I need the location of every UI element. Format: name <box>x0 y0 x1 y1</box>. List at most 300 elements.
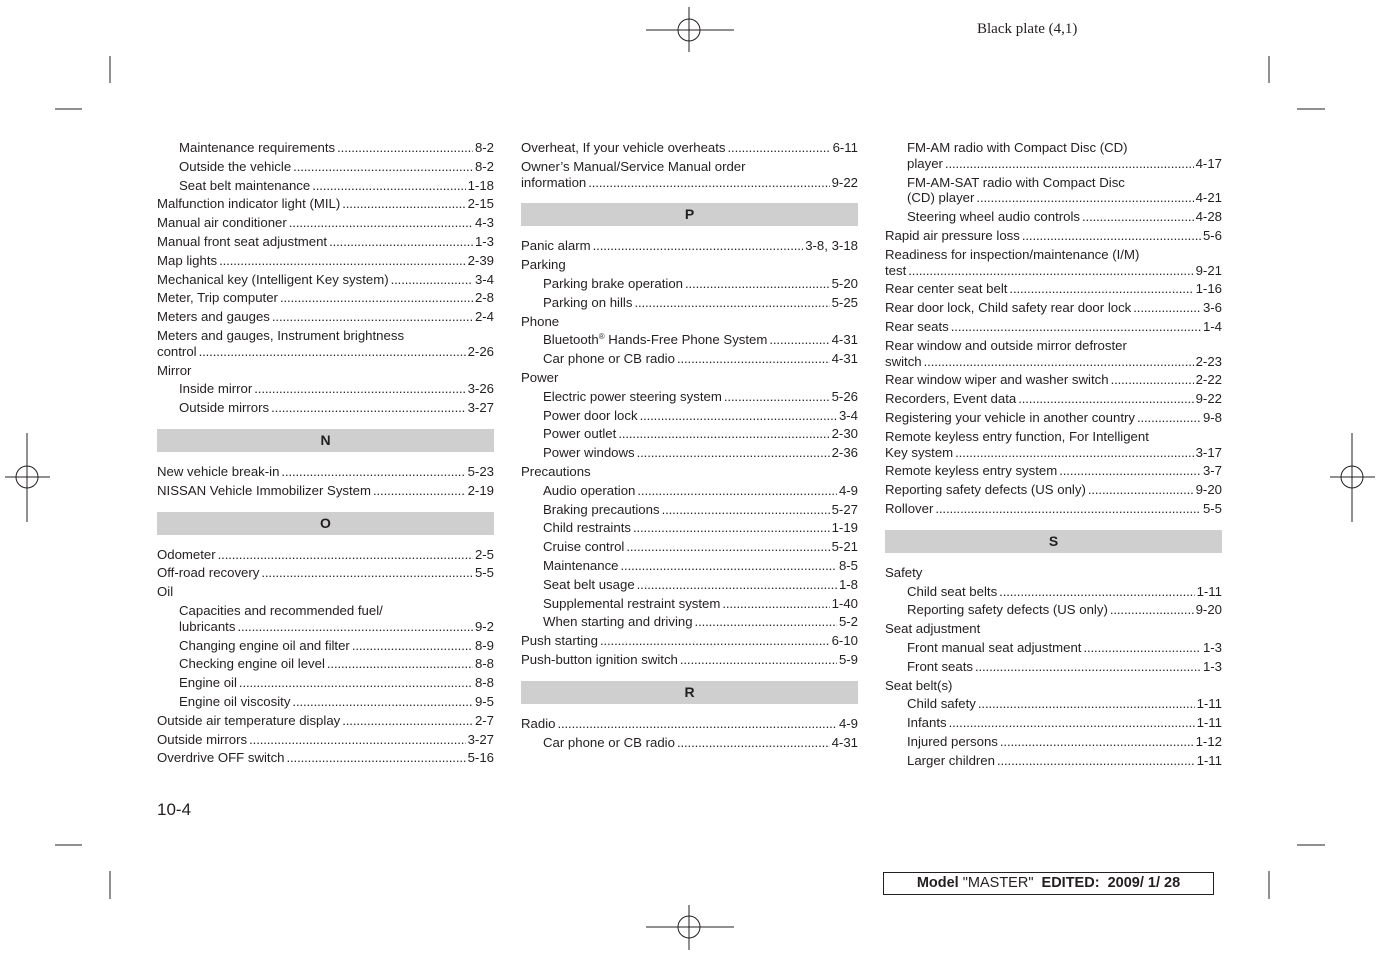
dot-leader <box>1110 601 1194 620</box>
page-ref: 2-8 <box>474 290 494 306</box>
index-column-3 <box>885 139 1222 771</box>
page-ref: 9-21 <box>1195 262 1222 278</box>
index-entry <box>885 639 1222 658</box>
dot-leader <box>342 712 473 731</box>
dot-leader <box>1000 733 1194 752</box>
index-entry <box>157 655 494 674</box>
index-entry <box>521 275 858 294</box>
entry-text: Power windows <box>543 445 635 461</box>
index-entry <box>885 601 1222 620</box>
page-ref: 3-17 <box>1195 444 1222 460</box>
entry-text <box>543 331 767 350</box>
page-ref: 5-27 <box>831 501 858 517</box>
index-entry <box>521 538 858 557</box>
dot-leader <box>292 693 473 712</box>
index-entry <box>885 481 1222 500</box>
section-header: N <box>157 429 494 452</box>
entry-text: Outside mirrors <box>179 400 270 416</box>
dot-leader <box>239 674 473 693</box>
index-entry <box>885 353 1222 372</box>
page-ref: 8-5 <box>838 557 858 573</box>
index-entry <box>521 632 858 651</box>
entry-text: Meters and gauges, Instrument brightness <box>157 327 405 343</box>
entry-text-part: Bluetooth <box>543 332 599 348</box>
index-entry <box>157 693 494 712</box>
entry-text: Owner’s Manual/Service Manual order <box>521 158 746 174</box>
dot-leader <box>342 195 465 214</box>
page-ref: 3-8, 3-18 <box>805 238 858 254</box>
page-ref: 9-2 <box>474 618 494 634</box>
dot-leader <box>1083 639 1200 658</box>
page-ref: 2-36 <box>831 445 858 461</box>
dot-leader <box>680 651 837 670</box>
index-entry <box>521 388 858 407</box>
entry-text: Overdrive OFF switch <box>157 750 285 766</box>
index-entry <box>521 294 858 313</box>
index-entry <box>521 576 858 595</box>
index-entry <box>521 331 858 350</box>
dot-leader <box>593 237 804 256</box>
page-ref: 3-27 <box>467 731 494 747</box>
entry-text: Checking engine oil level <box>179 656 325 672</box>
index-entry <box>521 501 858 520</box>
entry-text: Electric power steering system <box>543 388 722 404</box>
page-ref: 8-8 <box>474 675 494 691</box>
index-label <box>521 463 858 482</box>
entry-text: New vehicle break-in <box>157 463 280 479</box>
dot-leader <box>1018 390 1193 409</box>
index-entry <box>521 557 858 576</box>
entry-text: Maintenance requirements <box>179 140 336 155</box>
dot-leader <box>237 618 472 637</box>
entry-text: Manual air conditioner <box>157 215 287 231</box>
page-ref: 1-3 <box>1202 639 1222 655</box>
page-ref: 5-26 <box>831 388 858 404</box>
index-entry <box>157 158 494 177</box>
index-entry <box>157 731 494 750</box>
page-ref: 5-20 <box>831 275 858 291</box>
entry-text: Meters and gauges <box>157 309 270 325</box>
dot-leader <box>976 189 1193 208</box>
page-ref: 5-5 <box>1202 500 1222 516</box>
index-entry <box>885 371 1222 390</box>
dot-leader <box>600 632 830 651</box>
entry-text: Recorders, Event data <box>885 391 1017 407</box>
section-header: O <box>157 512 494 535</box>
entry-text: information <box>521 174 587 190</box>
page-ref: 1-40 <box>831 595 858 611</box>
dot-leader <box>271 399 465 418</box>
index-entry <box>521 715 858 734</box>
page-ref: 4-17 <box>1195 155 1222 171</box>
entry-text: Rear window wiper and washer switch <box>885 372 1109 388</box>
entry-text: Supplemental restraint system <box>543 595 721 611</box>
index-entry <box>521 139 858 158</box>
entry-text: Rear door lock, Child safety rear door lock <box>885 300 1132 316</box>
index-entry <box>521 482 858 501</box>
index-entry <box>157 749 494 768</box>
entry-text: Inside mirror <box>179 381 253 397</box>
index-label <box>157 583 494 602</box>
entry-text: Oil <box>157 584 174 600</box>
index-entry <box>885 208 1222 227</box>
index-entry <box>885 227 1222 246</box>
entry-text: Larger children <box>907 752 995 768</box>
page-ref: 4-31 <box>831 734 858 750</box>
dot-leader <box>261 564 473 583</box>
dot-leader <box>945 155 1194 174</box>
entry-text: Steering wheel audio controls <box>907 209 1081 225</box>
entry-text: Engine oil viscosity <box>179 693 291 709</box>
entry-text: Map lights <box>157 252 218 268</box>
index-entry <box>521 651 858 670</box>
index-entry <box>157 380 494 399</box>
index-entry <box>885 390 1222 409</box>
entry-text: NISSAN Vehicle Immobilizer System <box>157 482 371 498</box>
model-label: Model <box>916 875 959 891</box>
dot-leader <box>352 637 473 656</box>
index-entry <box>885 695 1222 714</box>
entry-text: Readiness for inspection/maintenance (I/M) <box>885 246 1140 262</box>
entry-text: Cruise control <box>543 539 625 555</box>
page-ref: 1-12 <box>1195 733 1222 749</box>
entry-text: Parking <box>521 257 566 273</box>
dot-leader <box>293 158 473 177</box>
entry-text: Outside mirrors <box>157 731 248 747</box>
index-entry <box>157 399 494 418</box>
entry-text: Safety <box>885 564 923 580</box>
entry-text: Power <box>521 369 559 385</box>
entry-text: Audio operation <box>543 482 636 498</box>
dot-leader <box>588 174 829 193</box>
entry-text: FM-AM radio with Compact Disc (CD) <box>907 140 1128 155</box>
index-entry <box>885 462 1222 481</box>
dot-leader <box>637 482 837 501</box>
entry-text: Push starting <box>521 633 598 649</box>
dot-leader <box>951 318 1201 337</box>
dot-leader <box>626 538 829 557</box>
index-entry <box>157 482 494 501</box>
page-ref: 9-22 <box>1195 391 1222 407</box>
dot-leader <box>695 613 837 632</box>
index-entry <box>157 618 494 637</box>
entry-text: switch <box>885 353 922 369</box>
page-ref: 4-3 <box>474 215 494 231</box>
entry-text: Overheat, If your vehicle overheats <box>521 140 726 155</box>
dot-leader <box>1009 280 1193 299</box>
index-label <box>885 564 1222 583</box>
dot-leader <box>637 576 837 595</box>
page-ref: 2-7 <box>474 712 494 728</box>
dot-leader <box>249 731 465 750</box>
entry-text: Front manual seat adjustment <box>907 639 1082 655</box>
page-ref: 2-19 <box>467 482 494 498</box>
page-ref: 2-39 <box>467 252 494 268</box>
page-ref: 1-3 <box>474 233 494 249</box>
dot-leader <box>997 752 1195 771</box>
entry-text: Reporting safety defects (US only) <box>907 602 1108 618</box>
dot-leader <box>280 289 473 308</box>
index-entry <box>885 409 1222 428</box>
dot-leader <box>199 343 466 362</box>
entry-text: Child safety <box>907 696 976 712</box>
index-entry <box>885 444 1222 463</box>
section-header: P <box>521 203 858 226</box>
entry-text: (CD) player <box>907 190 975 206</box>
index-entry <box>521 237 858 256</box>
entry-text: Front seats <box>907 658 973 674</box>
entry-text: Power door lock <box>543 407 638 423</box>
page-ref: 2-23 <box>1195 353 1222 369</box>
page-ref: 2-5 <box>474 546 494 562</box>
entry-text: Meter, Trip computer <box>157 290 278 306</box>
page-ref: 1-8 <box>838 576 858 592</box>
index-entry <box>885 155 1222 174</box>
page-ref: 1-3 <box>1202 658 1222 674</box>
page-ref: 1-11 <box>1196 752 1222 768</box>
edited-label: EDITED: <box>1041 875 1100 891</box>
entry-text: Capacities and recommended fuel/ <box>179 602 383 618</box>
dot-leader <box>557 715 836 734</box>
index-entry <box>521 519 858 538</box>
page-ref: 1-16 <box>1195 281 1222 297</box>
index-entry <box>157 214 494 233</box>
index-entry <box>521 595 858 614</box>
registered-mark: ® <box>598 332 605 342</box>
page-ref: 5-5 <box>474 565 494 581</box>
page-ref: 6-11 <box>832 140 858 155</box>
dot-leader <box>1059 462 1201 481</box>
index-entry <box>521 444 858 463</box>
dot-leader <box>724 388 830 407</box>
dot-leader <box>662 501 830 520</box>
entry-text: Mechanical key (Intelligent Key system) <box>157 271 389 287</box>
entry-text: Rear seats <box>885 318 949 334</box>
section-header: R <box>521 681 858 704</box>
page-ref: 4-28 <box>1195 209 1222 225</box>
page-ref: 4-9 <box>838 715 858 731</box>
entry-text: Parking on hills <box>543 294 633 310</box>
entry-text: Reporting safety defects (US only) <box>885 482 1086 498</box>
dot-leader <box>391 271 473 290</box>
entry-text: test <box>885 262 907 278</box>
index-entry <box>885 752 1222 771</box>
page-ref: 8-2 <box>474 158 494 174</box>
entry-text: lubricants <box>179 618 236 634</box>
index-label <box>885 620 1222 639</box>
dot-leader <box>722 595 829 614</box>
index-entry <box>157 289 494 308</box>
index-entry <box>157 712 494 731</box>
entry-text: Car phone or CB radio <box>543 351 675 367</box>
entry-text: Panic alarm <box>521 238 591 254</box>
page-ref: 6-10 <box>831 633 858 649</box>
index-label <box>521 369 858 388</box>
page-ref: 3-6 <box>1202 300 1222 316</box>
index-entry <box>157 637 494 656</box>
dot-leader <box>640 407 837 426</box>
index-entry <box>521 613 858 632</box>
dot-leader <box>1137 409 1201 428</box>
entry-text: Maintenance <box>543 557 619 573</box>
dot-leader <box>1133 299 1201 318</box>
entry-text: Malfunction indicator light (MIL) <box>157 196 341 212</box>
index-entry <box>885 583 1222 602</box>
dot-leader <box>272 308 473 327</box>
entry-text: Phone <box>521 313 560 329</box>
index-entry <box>157 564 494 583</box>
entry-text: Changing engine oil and filter <box>179 637 350 653</box>
dot-leader <box>955 444 1193 463</box>
page-ref: 5-2 <box>838 614 858 630</box>
dot-leader <box>633 519 830 538</box>
entry-text: Infants <box>907 715 947 731</box>
page-ref: 3-4 <box>474 271 494 287</box>
page-ref: 5-25 <box>831 294 858 310</box>
page-ref: 3-26 <box>467 381 494 397</box>
dot-leader <box>634 294 829 313</box>
entry-text: Seat belt usage <box>543 576 635 592</box>
dot-leader <box>1088 481 1194 500</box>
entry-text: Rear center seat belt <box>885 281 1008 297</box>
page-number: 10-4 <box>157 800 192 819</box>
page-ref: 5-9 <box>838 651 858 667</box>
index-entry <box>885 299 1222 318</box>
page-ref: 2-4 <box>474 309 494 325</box>
index-entry <box>157 546 494 565</box>
page-ref: 5-6 <box>1202 227 1222 243</box>
index-label <box>157 362 494 381</box>
index-entry <box>521 407 858 426</box>
entry-text: control <box>157 343 197 359</box>
dot-leader <box>908 262 1193 281</box>
index-entry <box>885 500 1222 519</box>
dot-leader <box>289 214 473 233</box>
page-ref: 1-11 <box>1196 715 1222 731</box>
registration-target-bottom <box>646 905 734 950</box>
index-entry <box>885 714 1222 733</box>
dot-leader <box>219 252 465 271</box>
dot-leader <box>935 500 1201 519</box>
entry-text: Seat belt maintenance <box>179 177 311 193</box>
entry-text-part: Hands-Free Phone System <box>604 332 768 348</box>
page-ref: 4-31 <box>831 332 858 348</box>
entry-text: Radio <box>521 715 556 731</box>
dot-leader <box>728 139 831 158</box>
index-label <box>521 313 858 332</box>
index-entry <box>157 271 494 290</box>
entry-text: Rapid air pressure loss <box>885 227 1020 243</box>
index-entry <box>157 252 494 271</box>
dot-leader <box>924 353 1194 372</box>
dot-leader <box>287 749 466 768</box>
page-ref: 9-20 <box>1195 602 1222 618</box>
index-entry <box>521 425 858 444</box>
index-entry <box>157 308 494 327</box>
entry-text: Outside the vehicle <box>179 158 292 174</box>
index-entry <box>885 280 1222 299</box>
page-ref: 5-23 <box>467 463 494 479</box>
model-name: "MASTER" <box>962 875 1034 891</box>
entry-text: FM-AM-SAT radio with Compact Disc <box>907 174 1125 190</box>
entry-text: Remote keyless entry function, For Intelligent <box>885 428 1149 444</box>
edited-date: 2009/ 1/ 28 <box>1107 875 1181 891</box>
entry-text: player <box>907 155 943 171</box>
page-ref: 1-11 <box>1196 583 1222 599</box>
page-ref: 2-30 <box>831 426 858 442</box>
dot-leader <box>327 655 473 674</box>
entry-text: Rear window and outside mirror defroster <box>885 337 1127 353</box>
page-ref: 9-5 <box>474 693 494 709</box>
page-ref: 4-31 <box>831 351 858 367</box>
dot-leader <box>975 658 1201 677</box>
entry-text: Manual front seat adjustment <box>157 233 328 249</box>
dot-leader <box>618 425 829 444</box>
entry-text: Parking brake operation <box>543 275 684 291</box>
entry-text: Seat adjustment <box>885 621 981 637</box>
dot-leader <box>677 734 830 753</box>
index-label <box>521 256 858 275</box>
entry-text: Registering your vehicle in another country <box>885 409 1135 425</box>
entry-text: Remote keyless entry system <box>885 463 1058 479</box>
index-entry <box>521 350 858 369</box>
index-label <box>885 677 1222 696</box>
index-entry <box>157 195 494 214</box>
page-ref: 9-22 <box>831 174 858 190</box>
page-ref: 2-26 <box>467 343 494 359</box>
page-ref: 9-20 <box>1195 482 1222 498</box>
entry-text: Mirror <box>157 362 192 378</box>
page-ref: 3-4 <box>838 407 858 423</box>
entry-text: Odometer <box>157 546 216 562</box>
index-entry <box>157 343 494 362</box>
entry-text: Child seat belts <box>907 583 998 599</box>
page-ref: 1-19 <box>831 520 858 536</box>
index-entry <box>157 233 494 252</box>
registration-target-top <box>646 7 734 52</box>
entry-text: Key system <box>885 444 954 460</box>
page-ref: 3-7 <box>1202 463 1222 479</box>
page-ref: 1-4 <box>1202 318 1222 334</box>
dot-leader <box>218 546 473 565</box>
page-ref: 8-9 <box>474 637 494 653</box>
dot-leader <box>677 350 830 369</box>
plate-label: Black plate (4,1) <box>977 21 1078 37</box>
page-ref: 8-8 <box>474 656 494 672</box>
index-entry <box>885 262 1222 281</box>
page-ref: 8-2 <box>474 140 494 155</box>
index-entry <box>521 734 858 753</box>
dot-leader <box>337 139 473 158</box>
page-ref: 2-22 <box>1195 372 1222 388</box>
entry-text: When starting and driving <box>543 614 693 630</box>
dot-leader <box>685 275 830 294</box>
dot-leader <box>621 557 837 576</box>
entry-text: Outside air temperature display <box>157 712 341 728</box>
dot-leader <box>1022 227 1201 246</box>
page-ref: 4-9 <box>838 482 858 498</box>
entry-text: Child restraints <box>543 520 631 536</box>
dot-leader <box>769 331 829 350</box>
dot-leader <box>1111 371 1194 390</box>
dot-leader <box>312 177 465 196</box>
index-entry <box>885 189 1222 208</box>
index-column-2 <box>521 139 858 752</box>
entry-text: Braking precautions <box>543 501 660 517</box>
entry-text: Seat belt(s) <box>885 677 953 693</box>
index-entry <box>157 139 494 158</box>
dot-leader <box>281 463 465 482</box>
